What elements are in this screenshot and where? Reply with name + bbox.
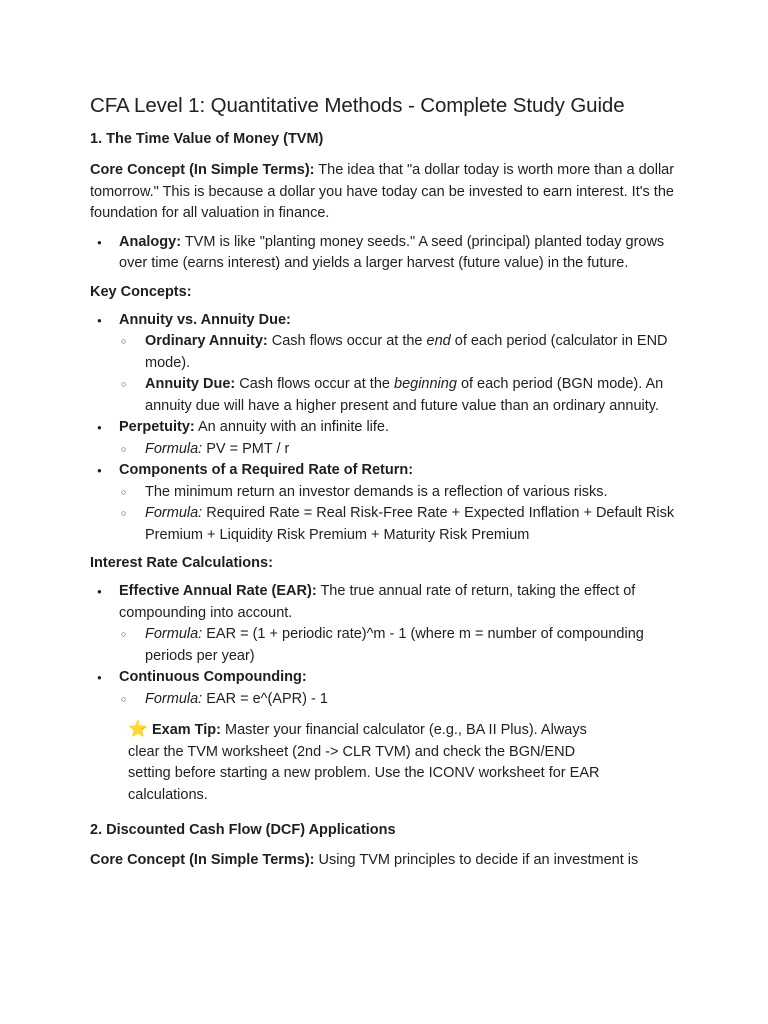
core-concept-label: Core Concept (In Simple Terms):: [90, 852, 315, 868]
key-concepts-list: [90, 310, 690, 547]
formula-label: Formula:: [145, 505, 203, 521]
required-rate-formula: Required Rate = Real Risk-Free Rate + Expected Inflation + Default Risk Premium + Liquidity Risk Premium + Maturity Risk Premium: [145, 505, 675, 543]
analogy-label: Analogy:: [119, 233, 182, 250]
list-item: [90, 310, 690, 332]
formula-label: Formula:: [145, 690, 203, 707]
key-concepts-heading: Key Concepts:: [90, 283, 192, 300]
list-item: [90, 417, 690, 439]
sub-list-item: [90, 624, 690, 667]
analogy-list: [90, 232, 690, 275]
perpetuity-label: Perpetuity:: [119, 419, 195, 435]
exam-tip-label: Exam Tip:: [151, 722, 221, 738]
due-text-pre: Cash flows occur at the: [239, 376, 390, 392]
due-text-post: of each period (BGN mode). An annuity due will have a higher present and future value than an ordinary annuity.: [145, 376, 664, 414]
core-concept-label: Core Concept (In Simple Terms):: [90, 162, 315, 178]
perpetuity-formula: PV = PMT / r: [206, 440, 290, 457]
ordinary-annuity-label: Ordinary Annuity:: [145, 333, 268, 349]
exam-tip-text: Master your financial calculator (e.g., BA II Plus). Always clear the TVM worksheet (2nd -> CLR TVM) and check the BGN/END setting before starting a new problem. Use the ICONV worksheet for EAR calculations.: [128, 722, 600, 803]
required-rate-text: The minimum return an investor demands is a reflection of various risks.: [145, 483, 608, 500]
list-item: [90, 232, 690, 275]
required-rate-label: Components of a Required Rate of Return:: [119, 462, 414, 478]
core-concept-text: Using TVM principles to decide if an investment is: [318, 852, 639, 868]
document-content: [90, 92, 690, 872]
ear-text: The true annual rate of return, taking the effect of compounding into account.: [119, 583, 636, 621]
annuity-due-label: Annuity Due:: [145, 376, 236, 392]
core-concept-text: The idea that "a dollar today is worth more than a dollar tomorrow." This is because a dollar you have today can be invested to earn interest. It's the foundation for all valuation in finance.: [90, 162, 675, 221]
sub-list-item: [90, 482, 690, 504]
star-icon: ⭐: [128, 721, 148, 738]
exam-tip: [128, 719, 618, 806]
formula-label: Formula:: [145, 626, 203, 642]
sub-list-item: [90, 331, 690, 374]
sub-list-item: [90, 689, 690, 711]
annuity-label: Annuity vs. Annuity Due:: [119, 311, 291, 328]
section-2-heading: 2. Discounted Cash Flow (DCF) Applications: [90, 822, 396, 838]
ordinary-text-pre: Cash flows occur at the: [271, 333, 423, 349]
sub-list-item: [90, 439, 690, 461]
dcf-core-concept: [90, 850, 690, 872]
list-item: [90, 667, 690, 689]
page-title: CFA Level 1: Quantitative Methods - Complete Study Guide: [90, 94, 625, 117]
sub-list-item: [90, 374, 690, 417]
list-item: [90, 581, 690, 624]
interest-rate-heading: Interest Rate Calculations:: [90, 555, 273, 571]
due-text-em: beginning: [394, 376, 457, 392]
ear-label: Effective Annual Rate (EAR):: [119, 583, 317, 599]
interest-rate-list: [90, 581, 690, 710]
list-item: [90, 460, 690, 482]
tvm-core-concept: [90, 160, 690, 225]
continuous-formula: EAR = e^(APR) - 1: [206, 690, 328, 707]
formula-label: Formula:: [145, 440, 203, 457]
continuous-label: Continuous Compounding:: [119, 669, 307, 685]
ordinary-text-post: of each period (calculator in END mode).: [145, 333, 668, 371]
analogy-text: TVM is like "planting money seeds." A seed (principal) planted today grows over time (earns interest) and yields a larger harvest (future value) in the future.: [119, 233, 665, 271]
perpetuity-text: An annuity with an infinite life.: [197, 419, 390, 435]
section-1-heading: 1. The Time Value of Money (TVM): [90, 131, 324, 147]
ear-formula: EAR = (1 + periodic rate)^m - 1 (where m = number of compounding periods per year): [145, 626, 644, 664]
sub-list-item: [90, 503, 690, 546]
ordinary-text-em: end: [426, 333, 451, 349]
